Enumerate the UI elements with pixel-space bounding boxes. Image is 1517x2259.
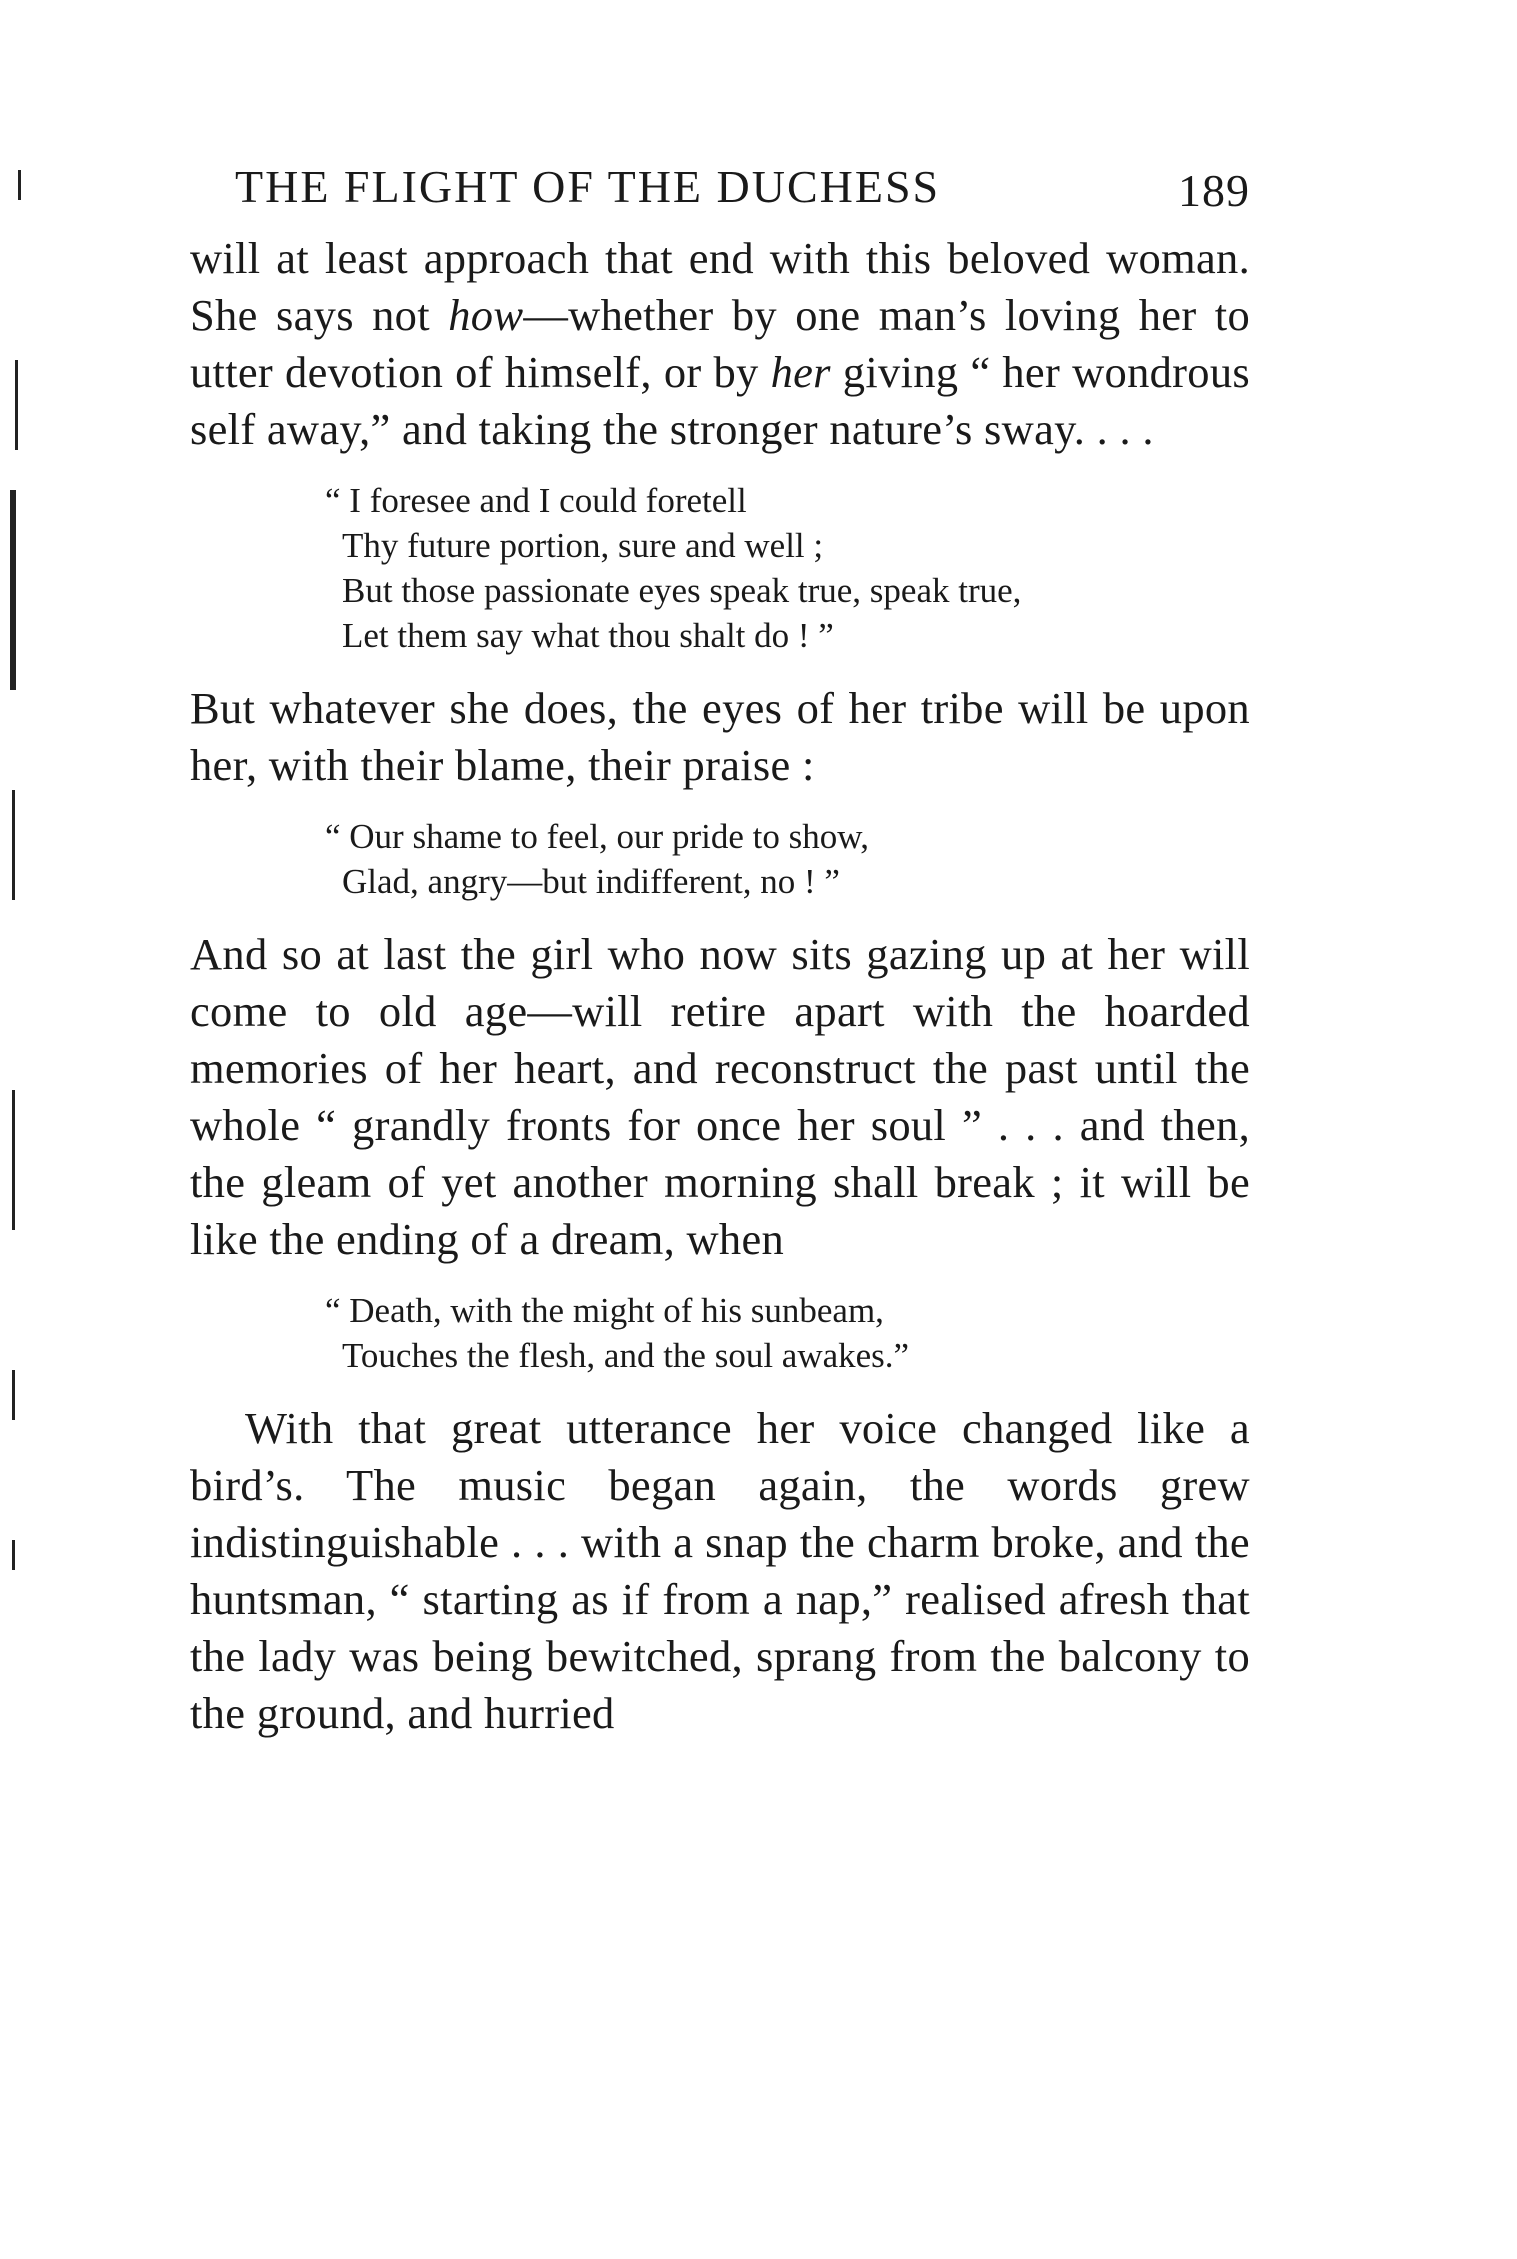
- paragraph-1-text-a: will at least approach that end with this beloved woman. She says not: [190, 233, 1250, 340]
- verse-line: Let them say what thou shalt do ! ”: [342, 616, 834, 655]
- book-page: [190, 160, 1250, 1742]
- paragraph-3: And so at last the girl who now sits gazing up at her will come to old age—will retire apart with the hoarded memories of her heart, and reconstruct the past until the whole “ grandly fronts for once her soul ” . . . and then, the gleam of yet another morning shall break ; it will be like the ending of a dream, when: [190, 929, 1250, 1264]
- verse-line: “ I foresee and I could foretell: [325, 481, 747, 520]
- verse-quotation-2: [190, 814, 1250, 904]
- scan-artifact-mark: [18, 170, 21, 200]
- scan-artifact-mark: [15, 360, 18, 450]
- scan-artifact-mark: [12, 790, 15, 900]
- paragraph-1-text-b: —whether by one man’s loving her to utter devotion of himself, or by: [190, 290, 1251, 397]
- paragraph-1-italic-her: her: [770, 347, 831, 397]
- verse-line: “ Our shame to feel, our pride to show,: [325, 817, 869, 856]
- verse-line: Touches the flesh, and the soul awakes.”: [342, 1336, 910, 1375]
- page-number: 189: [1178, 165, 1250, 216]
- scan-artifact-mark: [12, 1370, 15, 1420]
- running-head: [190, 160, 1250, 230]
- paragraph-1-text-c: giving “ her wondrous self away,” and taking the stronger nature’s sway. . . .: [190, 347, 1251, 454]
- scan-artifact-mark: [12, 1090, 15, 1230]
- paragraph-4: With that great utterance her voice changed like a bird’s. The music began again, the words grew indistinguishable . . . with a snap the charm broke, and the huntsman, “ starting as if from a nap,” realised afresh that the lady was being bewitched, sprang from the balcony to the ground, and hurried: [190, 1403, 1250, 1738]
- verse-line: Thy future portion, sure and well ;: [342, 526, 824, 565]
- verse-line: But those passionate eyes speak true, speak true,: [342, 571, 1022, 610]
- verse-line: “ Death, with the might of his sunbeam,: [325, 1291, 884, 1330]
- scan-artifact-mark: [12, 1540, 15, 1570]
- verse-quotation-3: [190, 1288, 1250, 1378]
- verse-line: Glad, angry—but indifferent, no ! ”: [342, 862, 840, 901]
- paragraph-1: [190, 230, 1250, 458]
- running-title: THE FLIGHT OF THE DUCHESS: [235, 161, 941, 212]
- scan-artifact-mark: [10, 490, 16, 690]
- verse-quotation-1: [190, 478, 1250, 658]
- paragraph-1-italic-how: how: [448, 290, 524, 340]
- paragraph-2: But whatever she does, the eyes of her tribe will be upon her, with their blame, their praise :: [190, 683, 1250, 790]
